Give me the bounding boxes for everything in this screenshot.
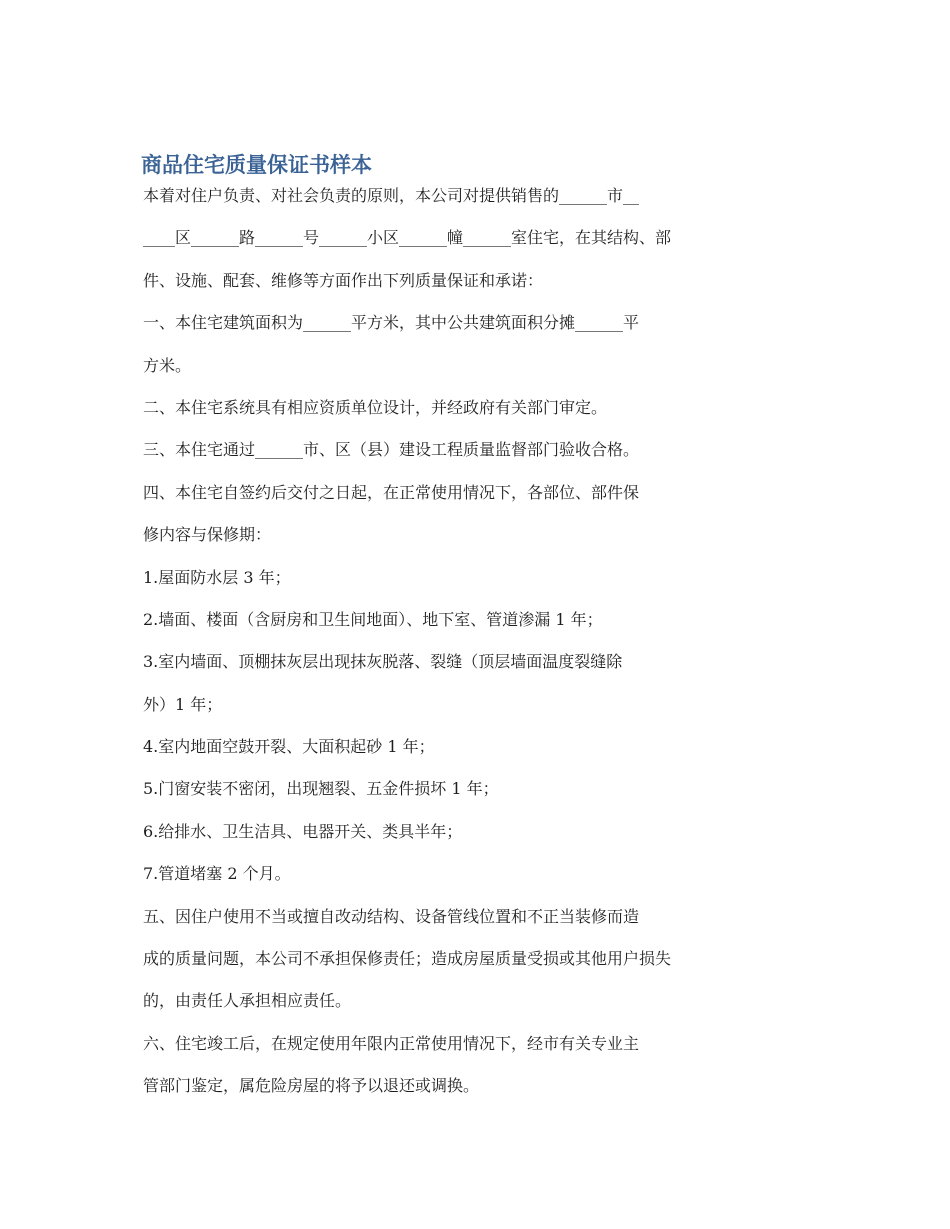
- text-line: 一、本住宅建筑面积为______平方米，其中公共建筑面积分摊______平: [143, 313, 640, 333]
- text-line: 五、因住户使用不当或擅自改动结构、设备管线位置和不正当装修而造: [143, 906, 640, 926]
- text-line: ____区______路______号______小区______幢______室住宅，在其结构、部: [143, 228, 672, 248]
- text-line: 6.给排水、卫生洁具、电器开关、类具半年；: [143, 821, 463, 841]
- text-line: 方米。: [143, 355, 192, 375]
- text-line: 六、住宅竣工后，在规定使用年限内正常使用情况下，经市有关专业主: [143, 1033, 640, 1053]
- text-line: 的，由责任人承担相应责任。: [143, 991, 352, 1011]
- text-line: 件、设施、配套、维修等方面作出下列质量保证和承诺：: [143, 270, 544, 290]
- text-line: 本着对住户负责、对社会负责的原则，本公司对提供销售的______市__: [143, 186, 640, 205]
- text-line: 外）1 年；: [143, 694, 223, 714]
- document-body: [143, 180, 783, 1113]
- text-line: 管部门鉴定，属危险房屋的将予以退还或调换。: [143, 1076, 480, 1096]
- text-line: 4.室内地面空鼓开裂、大面积起砂 1 年；: [143, 737, 435, 757]
- text-line: 2.墙面、楼面（含厨房和卫生间地面）、地下室、管道渗漏 1 年；: [143, 609, 603, 629]
- text-line: 成的质量问题，本公司不承担保修责任；造成房屋质量受损或其他用户损失: [143, 949, 672, 969]
- text-line: 3.室内墙面、顶棚抹灰层出现抹灰脱落、裂缝（顶层墙面温度裂缝除: [143, 652, 623, 672]
- text-line: 修内容与保修期：: [143, 525, 272, 545]
- document-title: 商品住宅质量保证书样本: [141, 153, 372, 177]
- text-line: 四、本住宅自签约后交付之日起，在正常使用情况下，各部位、部件保: [143, 482, 640, 502]
- text-line: 1.屋面防水层 3 年；: [143, 567, 291, 587]
- text-line: 二、本住宅系统具有相应资质单位设计，并经政府有关部门审定。: [143, 397, 608, 417]
- text-line: 三、本住宅通过______市、区（县）建设工程质量监督部门验收合格。: [143, 440, 640, 460]
- text-line: 7.管道堵塞 2 个月。: [143, 864, 291, 884]
- text-line: 5.门窗安装不密闭，出现翘裂、五金件损坏 1 年；: [143, 779, 499, 799]
